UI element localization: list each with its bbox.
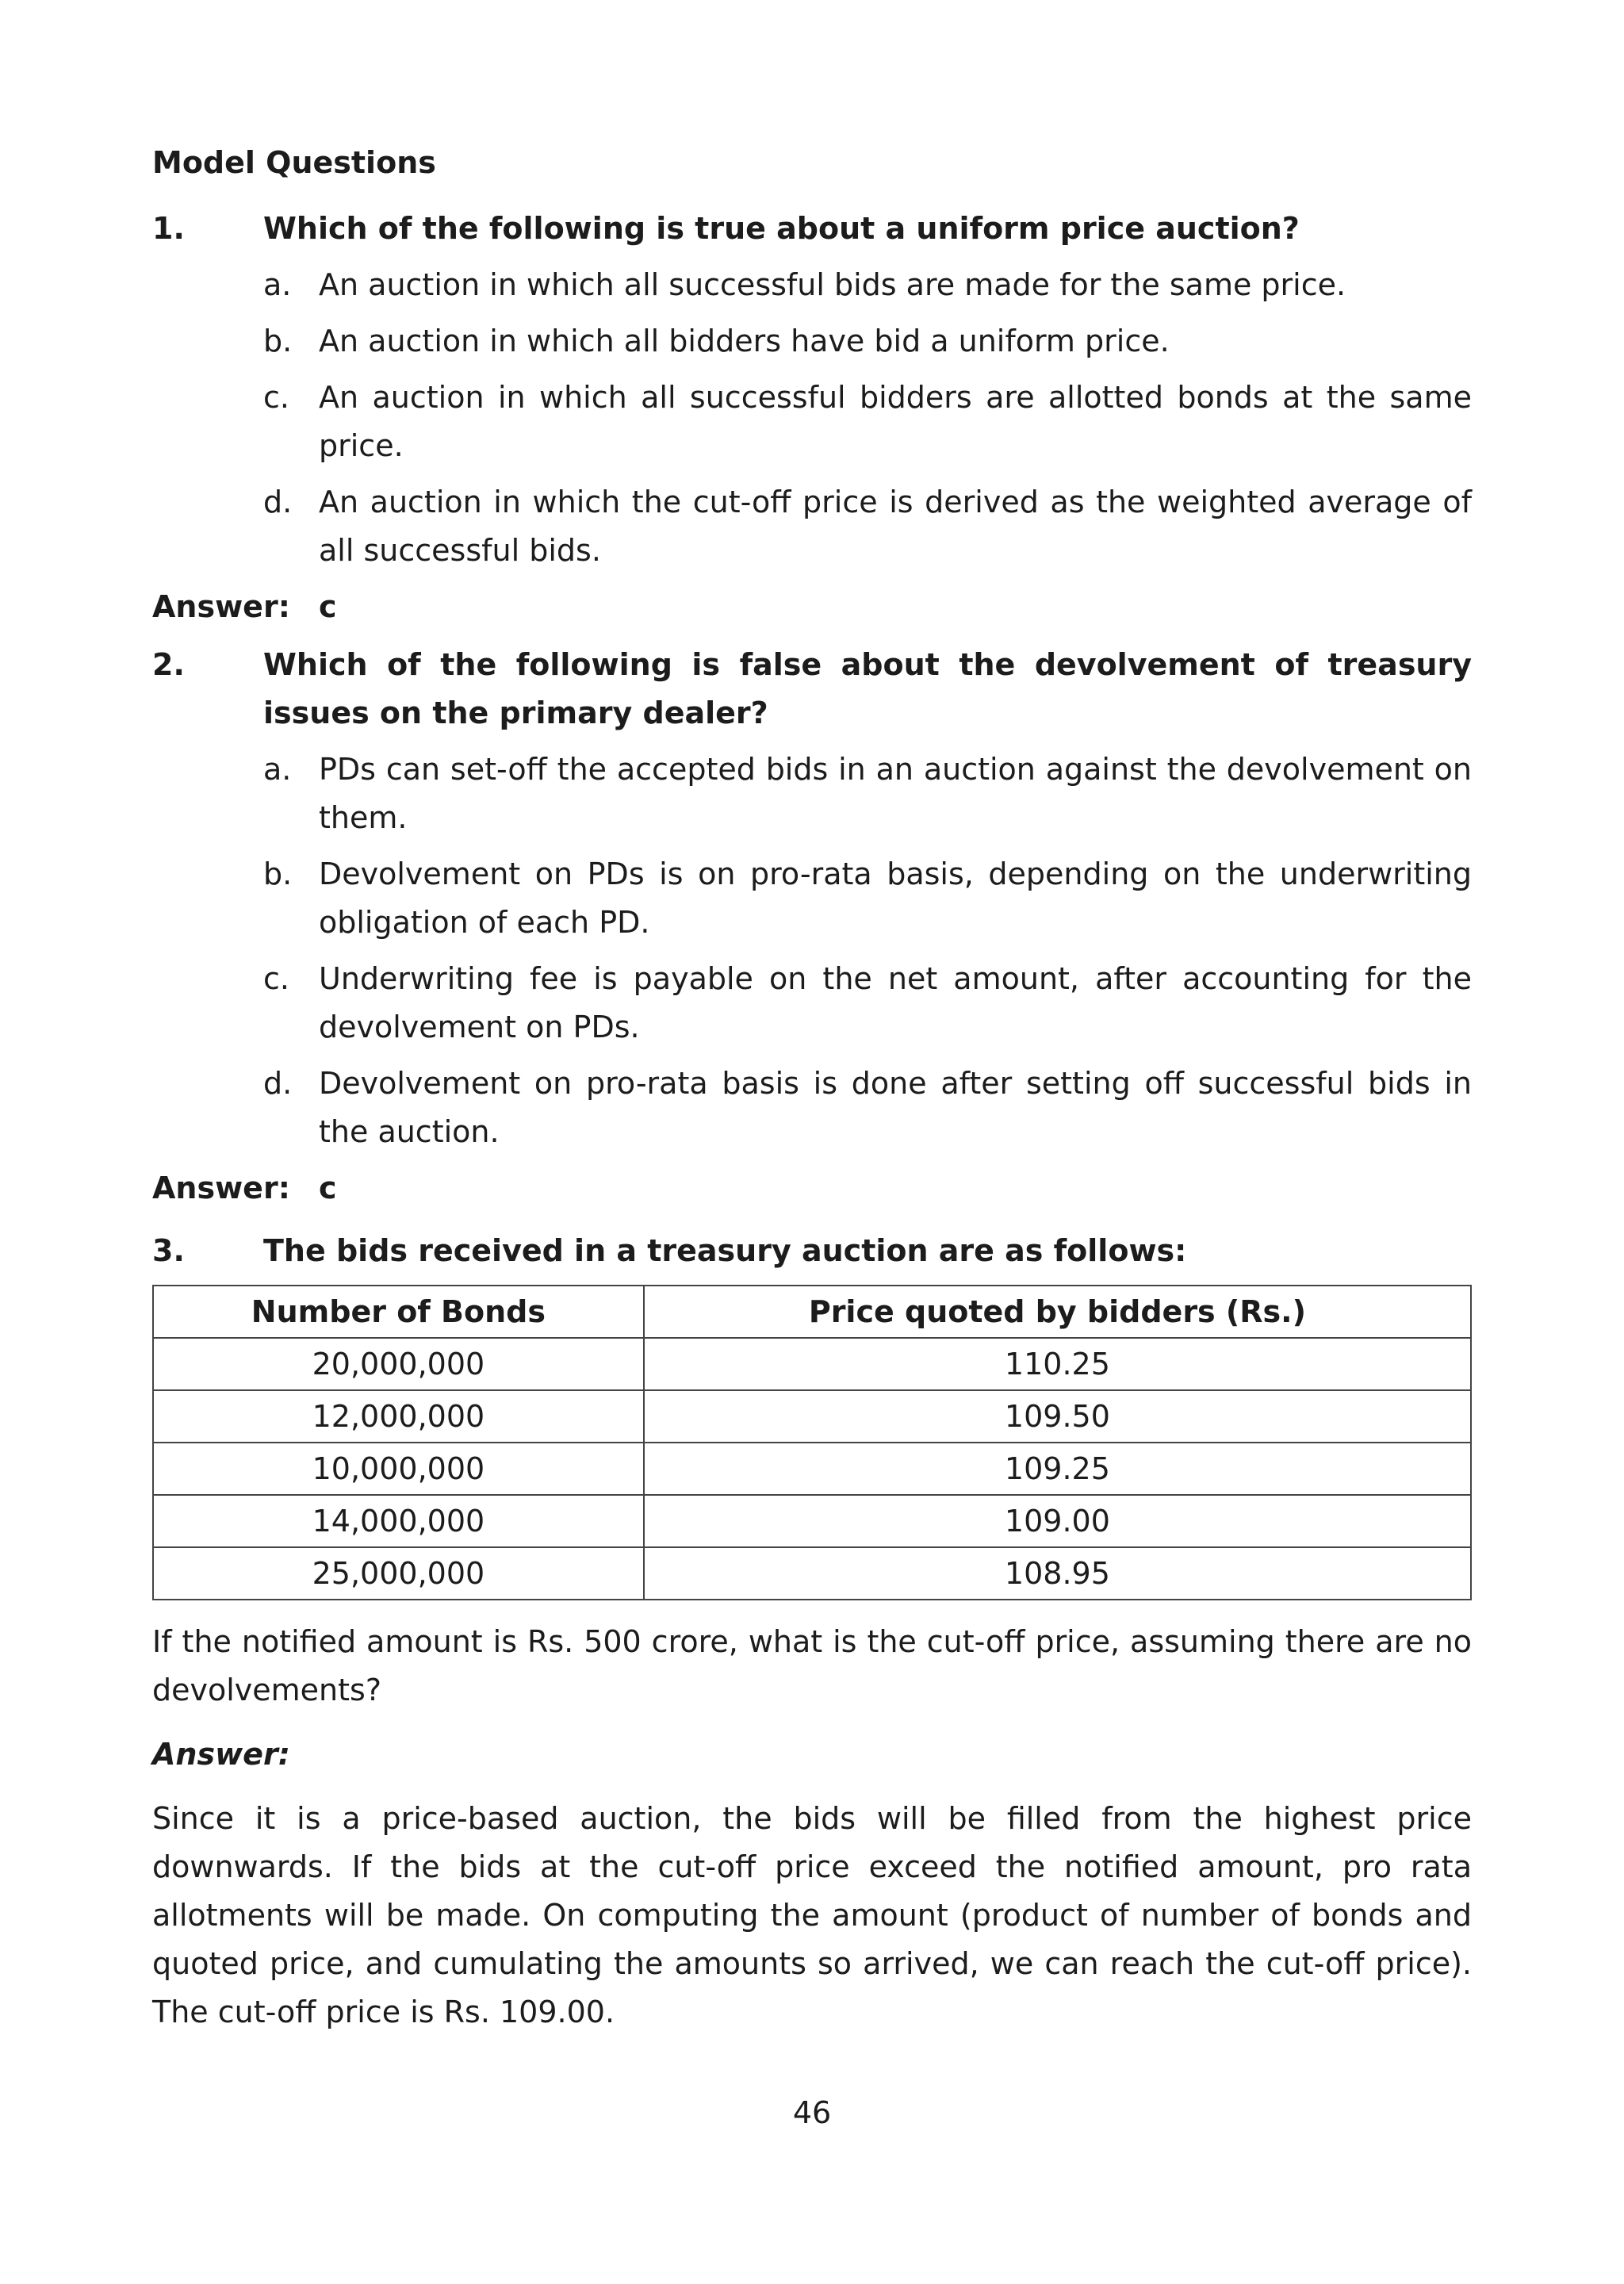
table-row: [153, 1443, 1471, 1495]
q3-answer-text: Since it is a price-based auction, the bids will be filled from the highest price downwards. If the bids at the cut-off price exceed the notified amount, pro rata allotments will be made. On computing the amount (product of number of bonds and quoted price, and cumulating the amounts so arrived, we can reach the cut-off price). The cut-off price is Rs. 109.00.: [152, 1801, 1472, 2029]
cell-bonds: 10,000,000: [153, 1443, 644, 1495]
option-item: [263, 374, 1472, 470]
question-1: [152, 205, 1472, 253]
cell-price: 108.95: [644, 1547, 1471, 1600]
option-item: [263, 1060, 1472, 1156]
page-number: 46: [792, 2095, 832, 2130]
q3-answer-heading: Answer:: [152, 1737, 290, 1772]
question-text: Which of the following is true about a uniform price auction?: [263, 211, 1300, 246]
option-label: c.: [263, 961, 289, 996]
table-header-row: [153, 1286, 1471, 1338]
option-text: Underwriting fee is payable on the net amount, after accounting for the devolvement on PDs.: [319, 961, 1472, 1044]
q1-answer: [152, 583, 1472, 631]
option-text: An auction in which all successful bidders are allotted bonds at the same price.: [319, 380, 1472, 463]
cell-bonds: 14,000,000: [153, 1495, 644, 1547]
q1-options: [263, 261, 1472, 575]
table-row: [153, 1338, 1471, 1390]
option-label: b.: [263, 856, 293, 891]
section-heading: Model Questions: [152, 145, 436, 180]
option-label: b.: [263, 324, 293, 358]
option-text: An auction in which all bidders have bid a uniform price.: [319, 324, 1170, 358]
bids-table: [152, 1285, 1472, 1600]
option-text: An auction in which the cut-off price is derived as the weighted average of all successful bids.: [319, 485, 1472, 568]
option-text: An auction in which all successful bids are made for the same price.: [319, 267, 1346, 302]
question-number: 2.: [152, 647, 185, 682]
option-item: [263, 745, 1472, 842]
cell-bonds: 20,000,000: [153, 1338, 644, 1390]
table-row: [153, 1390, 1471, 1443]
option-item: [263, 955, 1472, 1052]
question-text: Which of the following is false about the devolvement of treasury issues on the primary dealer?: [263, 647, 1472, 730]
option-label: a.: [263, 752, 292, 787]
option-text: Devolvement on PDs is on pro-rata basis, depending on the underwriting obligation of each PD.: [319, 856, 1472, 940]
option-text: Devolvement on pro-rata basis is done after setting off successful bids in the auction.: [319, 1066, 1472, 1149]
option-item: [263, 478, 1472, 575]
option-label: c.: [263, 380, 289, 415]
cell-bonds: 12,000,000: [153, 1390, 644, 1443]
cell-price: 109.00: [644, 1495, 1471, 1547]
q2-options: [263, 745, 1472, 1156]
option-item: [263, 850, 1472, 947]
answer-value: c: [319, 1171, 337, 1205]
table-row: [153, 1495, 1471, 1547]
option-item: [263, 261, 1472, 309]
question-number: 1.: [152, 211, 185, 246]
column-header-bonds: Number of Bonds: [153, 1286, 644, 1338]
option-label: a.: [263, 267, 292, 302]
option-label: d.: [263, 485, 293, 519]
question-3: [152, 1227, 1472, 1275]
question-number: 3.: [152, 1233, 185, 1268]
question-2: [152, 641, 1472, 738]
table-row: [153, 1547, 1471, 1600]
column-header-price: Price quoted by bidders (Rs.): [644, 1286, 1471, 1338]
cell-price: 110.25: [644, 1338, 1471, 1390]
cell-price: 109.50: [644, 1390, 1471, 1443]
cell-bonds: 25,000,000: [153, 1547, 644, 1600]
cell-price: 109.25: [644, 1443, 1471, 1495]
option-label: d.: [263, 1066, 293, 1101]
question-text: The bids received in a treasury auction are as follows:: [263, 1233, 1187, 1268]
q3-followup: If the notified amount is Rs. 500 crore, what is the cut-off price, assuming there are no devolvements?: [152, 1624, 1472, 1707]
option-text: PDs can set-off the accepted bids in an auction against the devolvement on them.: [319, 752, 1472, 835]
answer-label: Answer:: [152, 589, 290, 624]
answer-label: Answer:: [152, 1171, 290, 1205]
answer-value: c: [319, 589, 337, 624]
option-item: [263, 317, 1472, 366]
q2-answer: [152, 1164, 1472, 1213]
